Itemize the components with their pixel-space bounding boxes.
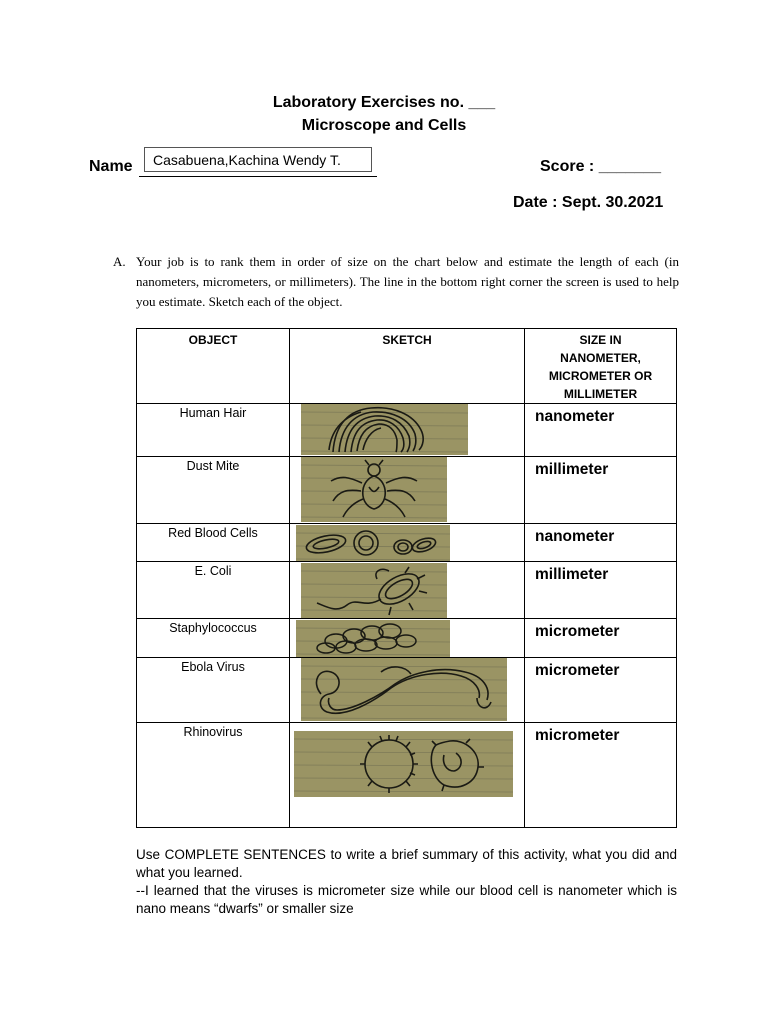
size-cell: micrometer: [525, 658, 677, 723]
staphylococcus-sketch: [296, 620, 450, 657]
worksheet-title: Laboratory Exercises no. ___: [272, 94, 496, 111]
object-cell: E. Coli: [137, 562, 290, 619]
e-coli-sketch: [301, 563, 447, 618]
table-row: [137, 524, 677, 562]
name-underline: [139, 176, 377, 177]
summary-prompt: Use COMPLETE SENTENCES to write a brief summary of this activity, what you did and what you learned.: [136, 847, 677, 880]
sketch-cell: [290, 562, 525, 619]
score-field: Score : _______: [540, 158, 661, 175]
table-row: [137, 723, 677, 828]
size-cell: micrometer: [525, 619, 677, 658]
size-cell: micrometer: [525, 723, 677, 828]
object-cell: Red Blood Cells: [137, 524, 290, 562]
summary-block: [136, 846, 677, 918]
sketch-cell: [290, 404, 525, 457]
size-table: [136, 328, 677, 828]
red-blood-cells-sketch: [296, 525, 450, 561]
table-row: [137, 404, 677, 457]
table-header-row: [137, 329, 677, 404]
human-hair-sketch: [301, 404, 468, 455]
date-field: Date : Sept. 30.2021: [513, 194, 664, 211]
object-cell: Ebola Virus: [137, 658, 290, 723]
sketch-cell: [290, 658, 525, 723]
sketch-cell: [290, 723, 525, 828]
instruction-letter: A.: [113, 254, 126, 269]
header-size-label: SIZE IN NANOMETER, MICROMETER OR MILLIMETER: [548, 333, 653, 401]
name-field[interactable]: Casabuena,Kachina Wendy T.: [144, 147, 372, 172]
dust-mite-sketch: [301, 457, 447, 522]
size-cell: nanometer: [525, 404, 677, 457]
header-object: OBJECT: [137, 329, 290, 404]
size-cell: millimeter: [525, 457, 677, 524]
table-row: [137, 562, 677, 619]
header-size: [525, 329, 677, 404]
object-cell: Rhinovirus: [137, 723, 290, 828]
table-row: [137, 457, 677, 524]
size-cell: millimeter: [525, 562, 677, 619]
name-label: Name: [89, 158, 133, 175]
worksheet-subtitle: Microscope and Cells: [301, 117, 467, 134]
size-cell: nanometer: [525, 524, 677, 562]
sketch-cell: [290, 457, 525, 524]
instruction-text: Your job is to rank them in order of size on the chart below and estimate the length of each (in nanometers, micrometers, or millimeters). The line in the bottom right corner the screen is used to help you estimate. Sketch each of the object.: [136, 254, 679, 309]
object-cell: Human Hair: [137, 404, 290, 457]
table-row: [137, 658, 677, 723]
object-cell: Dust Mite: [137, 457, 290, 524]
instruction-block: [113, 252, 679, 312]
header-sketch: SKETCH: [290, 329, 525, 404]
rhinovirus-sketch: [294, 731, 513, 797]
sketch-cell: [290, 524, 525, 562]
sketch-cell: [290, 619, 525, 658]
summary-answer: --I learned that the viruses is micrometer size while our blood cell is nanometer which is nano means “dwarfs” or smaller size: [136, 883, 677, 916]
ebola-virus-sketch: [301, 658, 507, 721]
object-cell: Staphylococcus: [137, 619, 290, 658]
table-row: [137, 619, 677, 658]
